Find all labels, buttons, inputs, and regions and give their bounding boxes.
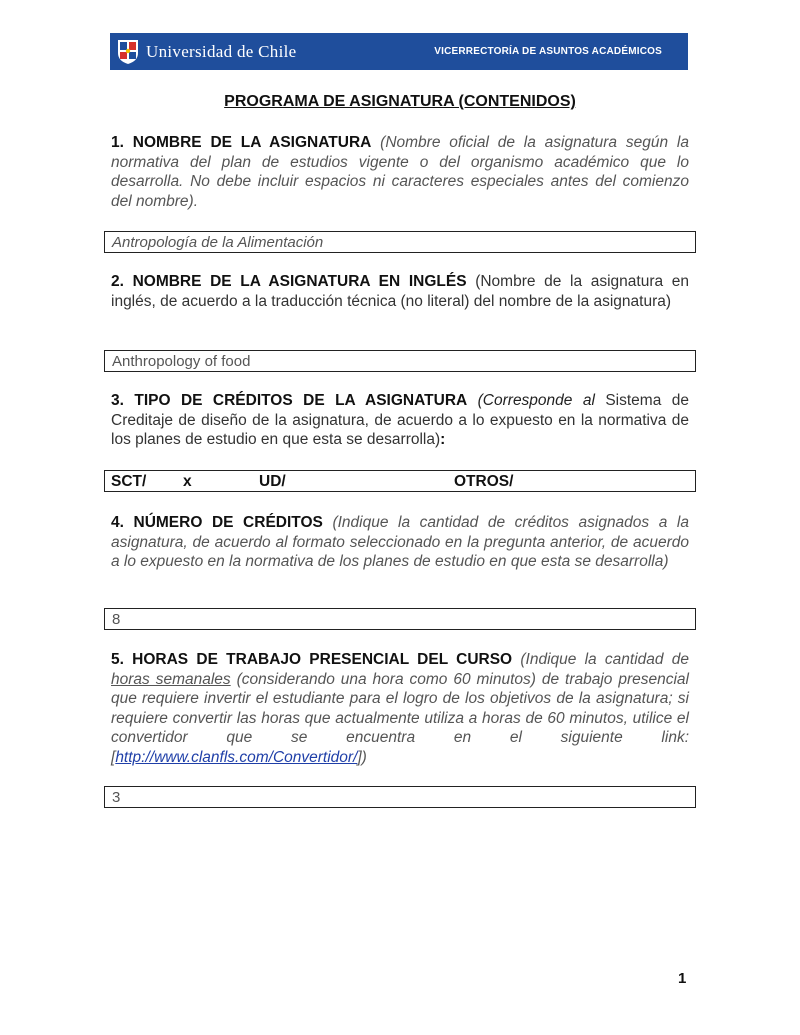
converter-link[interactable]: http://www.clanfls.com/Convertidor/ bbox=[115, 748, 358, 766]
section-note-underlined: horas semanales bbox=[111, 670, 231, 688]
field-value: 8 bbox=[112, 611, 121, 628]
section-note-end: ]) bbox=[357, 748, 367, 766]
field-value: 3 bbox=[112, 789, 121, 806]
university-name: Universidad de Chile bbox=[146, 42, 297, 61]
section-heading: 4. NÚMERO DE CRÉDITOS bbox=[111, 514, 323, 531]
field-value: Anthropology of food bbox=[112, 353, 251, 370]
section-note-start: (Corresponde al bbox=[477, 392, 595, 409]
section-heading: 5. HORAS DE TRABAJO PRESENCIAL DEL CURSO bbox=[111, 651, 513, 668]
section-course-name bbox=[111, 133, 689, 211]
contact-hours-field[interactable] bbox=[104, 786, 696, 808]
sct-selected-mark: x bbox=[183, 473, 192, 490]
page-title: PROGRAMA DE ASIGNATURA (CONTENIDOS) bbox=[224, 93, 576, 110]
section-course-name-english bbox=[111, 272, 689, 311]
otros-label: OTROS/ bbox=[454, 473, 514, 490]
section-heading: 2. NOMBRE DE LA ASIGNATURA EN INGLÉS bbox=[111, 273, 467, 290]
ud-label: UD/ bbox=[259, 473, 286, 490]
section-note: Sistema de Creditaje de diseño de la asignatura, de acuerdo a lo expuesto en la normativa de los planes de estudio en que esta se desarrolla) bbox=[111, 392, 689, 448]
university-crest-icon bbox=[117, 39, 139, 65]
credit-number-field[interactable] bbox=[104, 608, 696, 630]
section-credit-type bbox=[111, 391, 689, 450]
credit-type-field[interactable] bbox=[104, 470, 696, 492]
sct-label: SCT/ bbox=[111, 473, 147, 490]
section-colon: : bbox=[440, 431, 446, 448]
university-header-banner bbox=[110, 33, 688, 70]
page-number: 1 bbox=[678, 970, 687, 987]
vicerrectoria-label: VICERRECTORÍA DE ASUNTOS ACADÉMICOS bbox=[434, 46, 662, 57]
section-contact-hours bbox=[111, 650, 689, 767]
section-note-middle: (considerando una hora como 60 minutos) de trabajo presencial que requiere invertir el estudiante para el logro de los objetivos de la asignatura; si requiere convertir las horas que actualmente utiliza a horas de 60 minutos, utilice el convertidor que se encuentra en el siguiente link: [ bbox=[111, 670, 689, 766]
field-value: Antropología de la Alimentación bbox=[112, 234, 324, 251]
course-name-field[interactable] bbox=[104, 231, 696, 253]
section-note: (Indique la cantidad de créditos asignados a la asignatura, de acuerdo al formato seleccionado en la pregunta anterior, de acuerdo a lo expuesto en la normativa de los planes de estudio en que esta se desarrolla) bbox=[111, 514, 689, 570]
section-heading: 1. NOMBRE DE LA ASIGNATURA bbox=[111, 134, 372, 151]
section-note: (Nombre de la asignatura en inglés, de acuerdo a la traducción técnica (no literal) del nombre de la asignatura) bbox=[111, 273, 689, 310]
course-name-english-field[interactable] bbox=[104, 350, 696, 372]
section-heading: 3. TIPO DE CRÉDITOS DE LA ASIGNATURA bbox=[111, 392, 468, 409]
section-note: (Nombre oficial de la asignatura según la normativa del plan de estudios vigente o del organismo académico que lo desarrolla. No debe incluir espacios ni caracteres especiales antes del comienzo del nombre). bbox=[111, 134, 689, 210]
section-credit-number bbox=[111, 513, 689, 572]
section-note-start: (Indique la cantidad de bbox=[520, 651, 689, 668]
